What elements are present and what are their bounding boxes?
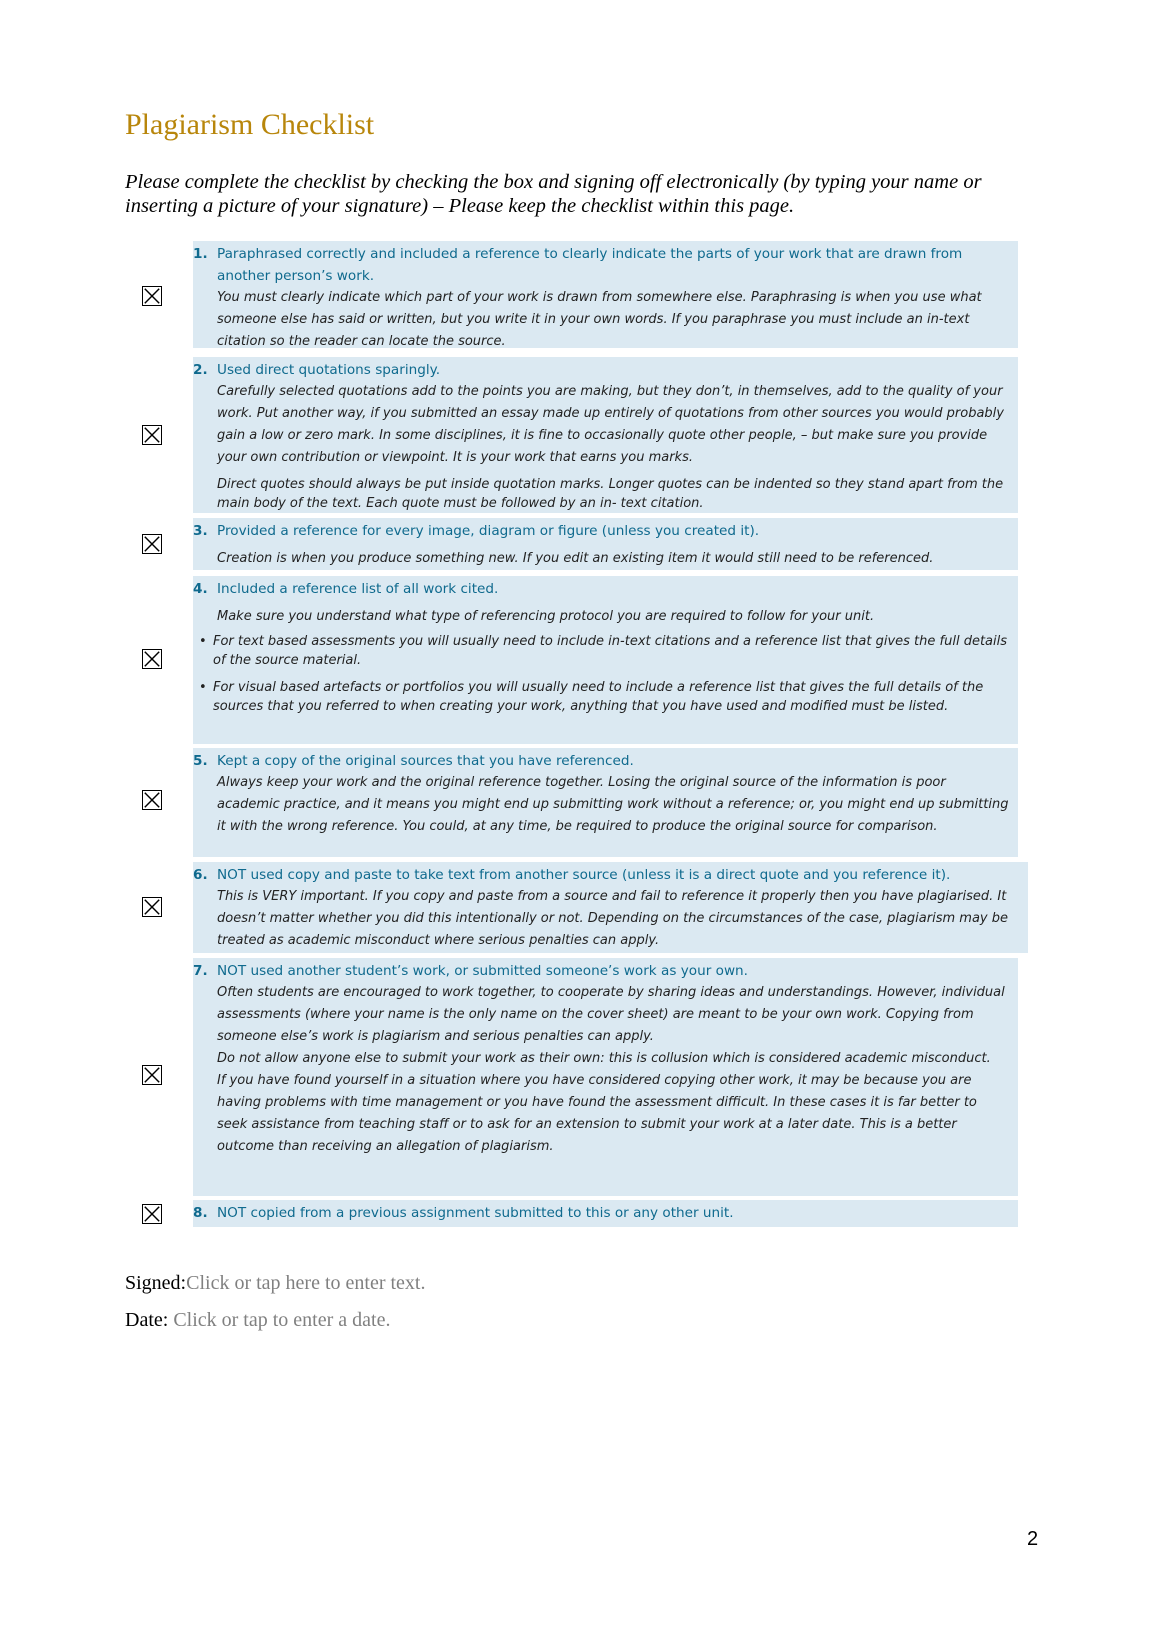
check-x-icon [143,650,161,668]
item-number: 4. [193,581,208,597]
checklist-item-5 [193,748,1018,857]
signature-line [125,1272,425,1295]
check-x-icon [143,426,161,444]
item-heading: Paraphrased correctly and included a reference to clearly indicate the parts of your work that are drawn from another person’s work. [217,246,963,284]
item-heading: Included a reference list of all work cited. [217,581,499,597]
item-heading: Provided a reference for every image, diagram or figure (unless you created it). [217,523,760,539]
item-heading: NOT copied from a previous assignment submitted to this or any other unit. [217,1205,734,1221]
item-description: Creation is when you produce something new. If you edit an existing item it would still need to be referenced. [217,551,934,566]
checkbox-item-6[interactable] [142,897,162,917]
checklist-item-6 [193,862,1028,953]
check-x-icon [143,791,161,809]
checkbox-item-1[interactable] [142,286,162,306]
checkbox-item-5[interactable] [142,790,162,810]
item-description: Often students are encouraged to work together, to cooperate by sharing ideas and understandings. However, individual assessments (where your name is the only name on the cover sheet) are meant to be your own work. Copying from someone else’s work is plagiarism and serious penalties can apply. [217,985,1005,1044]
check-x-icon [143,1066,161,1084]
check-x-icon [143,535,161,553]
item-description: Carefully selected quotations add to the points you are making, but they don’t, in themselves, add to the quality of your work. Put another way, if you submitted an essay made up entirely of quotations from other sources you would probably gain a low or zero mark. In some disciplines, it is fine to occasionally quote other people, – but make sure you provide your own contribution or viewpoint. It is your work that earns you marks. [217,384,1004,465]
checkbox-item-7[interactable] [142,1065,162,1085]
item-description: You must clearly indicate which part of your work is drawn from somewhere else. Paraphrasing is when you use what someone else has said or written, but you write it in your own words. If you paraphrase you must include an in-text citation so the reader can locate the source. [217,290,982,349]
item-number: 3. [193,523,208,539]
check-x-icon [143,898,161,916]
date-picker-input[interactable]: Click or tap to enter a date. [173,1309,391,1331]
page-title: Plagiarism Checklist [125,108,375,141]
item-description: Always keep your work and the original reference together. Losing the original source of the information is poor academic practice, and it means you might end up submitting work without a reference; or, you might end up submitting it with the wrong reference. You could, at any time, be required to produce the original source for comparison. [217,775,1009,834]
item-description-extra: If you have found yourself in a situation where you have considered copying other work, it may be because you are having problems with time management or you have found the assessment difficult. In these cases it is far better to seek assistance from teaching staff or to ask for an extension to submit your work at a later date. This is a better outcome than receiving an allegation of plagiarism. [217,1073,977,1154]
checklist-item-7 [193,958,1018,1196]
item-heading: Kept a copy of the original sources that you have referenced. [217,753,634,769]
item-number: 2. [193,362,208,378]
signature-input[interactable]: Click or tap here to enter text. [186,1272,426,1294]
item-number: 1. [193,246,208,262]
item-description: Make sure you understand what type of referencing protocol you are required to follow for your unit. [217,609,875,624]
list-item: • For text based assessments you will usually need to include in-text citations and a reference list that gives the full details of the source material. [213,632,1010,670]
date-line [125,1309,390,1332]
item-description: This is VERY important. If you copy and paste from a source and fail to reference it properly then you have plagiarised. It doesn’t matter whether you did this intentionally or not. Depending on the circumstances of the case, plagiarism may be treated as academic misconduct where serious penalties can apply. [217,889,1008,948]
checklist-item-4 [193,576,1018,744]
signed-label: Signed: [125,1272,187,1294]
item-description-extra: Do not allow anyone else to submit your work as their own: this is collusion which is considered academic misconduct. [217,1051,991,1066]
checklist-item-1 [193,241,1018,348]
checkbox-item-8[interactable] [142,1204,162,1224]
checklist-item-2 [193,357,1018,513]
date-label: Date: [125,1309,174,1331]
checklist-item-8 [193,1200,1018,1227]
item-number: 5. [193,753,208,769]
item-heading: NOT used copy and paste to take text from another source (unless it is a direct quote and you reference it). [217,867,951,883]
item-heading: Used direct quotations sparingly. [217,362,441,378]
check-x-icon [143,1205,161,1223]
item-number: 8. [193,1205,208,1221]
item-heading: NOT used another student’s work, or submitted someone’s work as your own. [217,963,748,979]
item-bullet-list [193,632,1010,716]
checkbox-item-4[interactable] [142,649,162,669]
checklist-item-3 [193,518,1018,570]
checkbox-item-3[interactable] [142,534,162,554]
item-number: 6. [193,867,208,883]
check-x-icon [143,287,161,305]
checkbox-item-2[interactable] [142,425,162,445]
item-description-extra: Direct quotes should always be put inside quotation marks. Longer quotes can be indented so they stand apart from the main body of the text. Each quote must be followed by an in- text citation. [217,477,1004,511]
item-number: 7. [193,963,208,979]
page-number: 2 [1027,1528,1039,1550]
list-item: • For visual based artefacts or portfolios you will usually need to include a reference list that gives the full details of the sources that you referred to when creating your work, anything that you have used and modified must be listed. [213,678,1010,716]
instructions: Please complete the checklist by checking the box and signing off electronically (by typing your name or inserting a picture of your signature) – Please keep the checklist within this page. [125,171,982,217]
